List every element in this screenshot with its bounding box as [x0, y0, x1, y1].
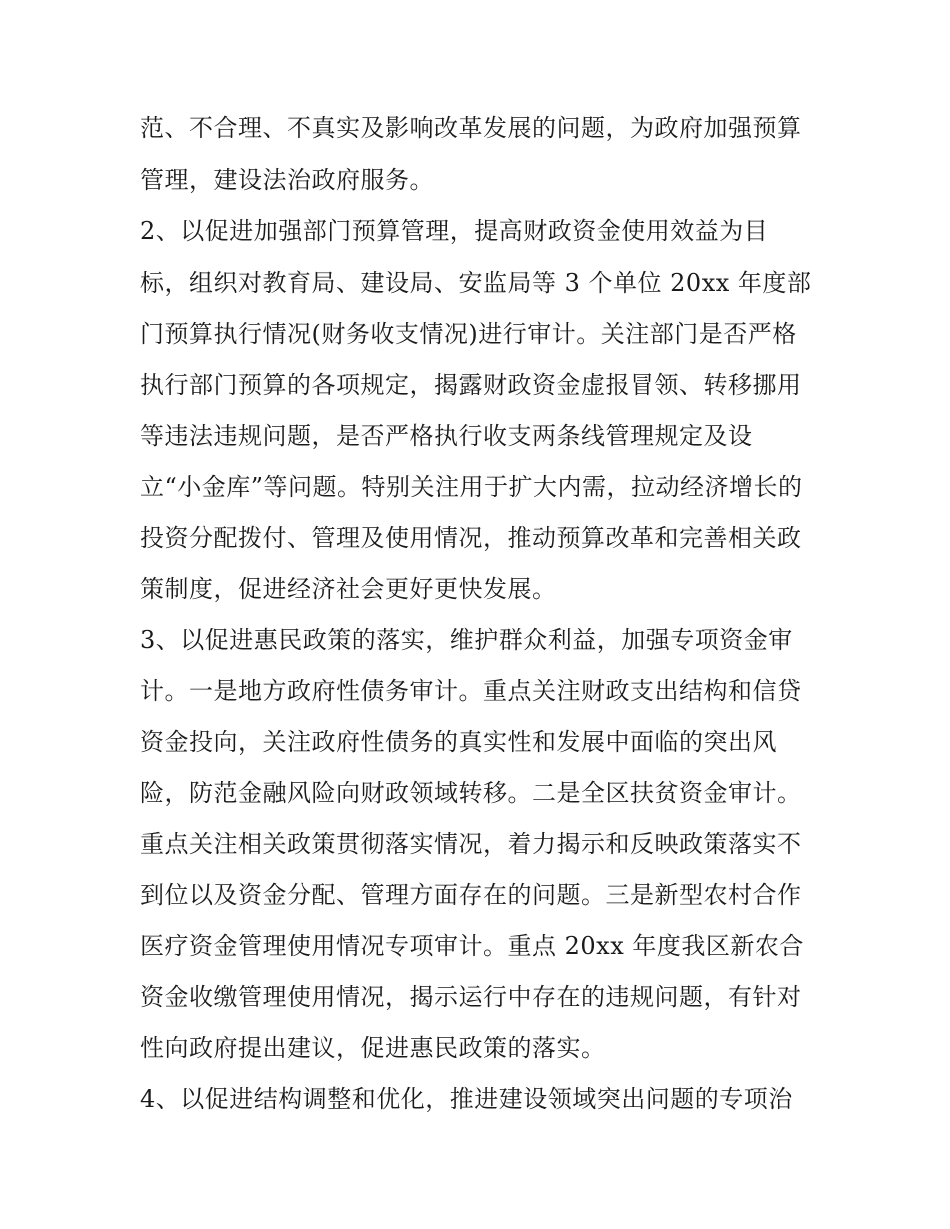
text-line: 到位以及资金分配、管理方面存在的问题。三是新型农村合作	[140, 881, 802, 909]
paragraph-start-line: 3、以促进惠民政策的落实，维护群众利益，加强专项资金审	[140, 626, 793, 654]
text-line: 范、不合理、不真实及影响改革发展的问题，为政府加强预算	[140, 114, 802, 142]
text-line: 性向政府提出建议，促进惠民政策的落实。	[140, 1034, 606, 1062]
text-line: 资金投向，关注政府性债务的真实性和发展中面临的突出风	[140, 728, 777, 756]
text-line: 重点关注相关政策贯彻落实情况，着力揭示和反映政策落实不	[140, 830, 802, 858]
paragraph-start-line: 4、以促进结构调整和优化，推进建设领域突出问题的专项治	[140, 1085, 793, 1113]
text-line: 投资分配拨付、管理及使用情况，推动预算改革和完善相关政	[140, 524, 802, 552]
text-line: 执行部门预算的各项规定，揭露财政资金虚报冒领、转移挪用	[140, 371, 802, 399]
text-line: 等违法违规问题，是否严格执行收支两条线管理规定及设	[140, 422, 753, 450]
paragraph-start-line: 2、以促进加强部门预算管理，提高财政资金使用效益为目	[140, 217, 769, 245]
text-line: 标，组织对教育局、建设局、安监局等 3 个单位 20xx 年度部	[140, 269, 812, 297]
text-line: 资金收缴管理使用情况，揭示运行中存在的违规问题，有针对	[140, 983, 802, 1011]
text-line: 管理，建设法治政府服务。	[140, 166, 434, 194]
text-line: 立“小金库”等问题。特别关注用于扩大内需，拉动经济增长的	[140, 473, 803, 501]
text-line: 门预算执行情况(财务收支情况)进行审计。关注部门是否严格	[140, 320, 797, 348]
text-line: 策制度，促进经济社会更好更快发展。	[140, 575, 557, 603]
text-line: 医疗资金管理使用情况专项审计。重点 20xx 年度我区新农合	[140, 932, 804, 960]
text-line: 计。一是地方政府性债务审计。重点关注财政支出结构和信贷	[140, 677, 802, 705]
text-line: 险，防范金融风险向财政领域转移。二是全区扶贫资金审计。	[140, 779, 802, 807]
